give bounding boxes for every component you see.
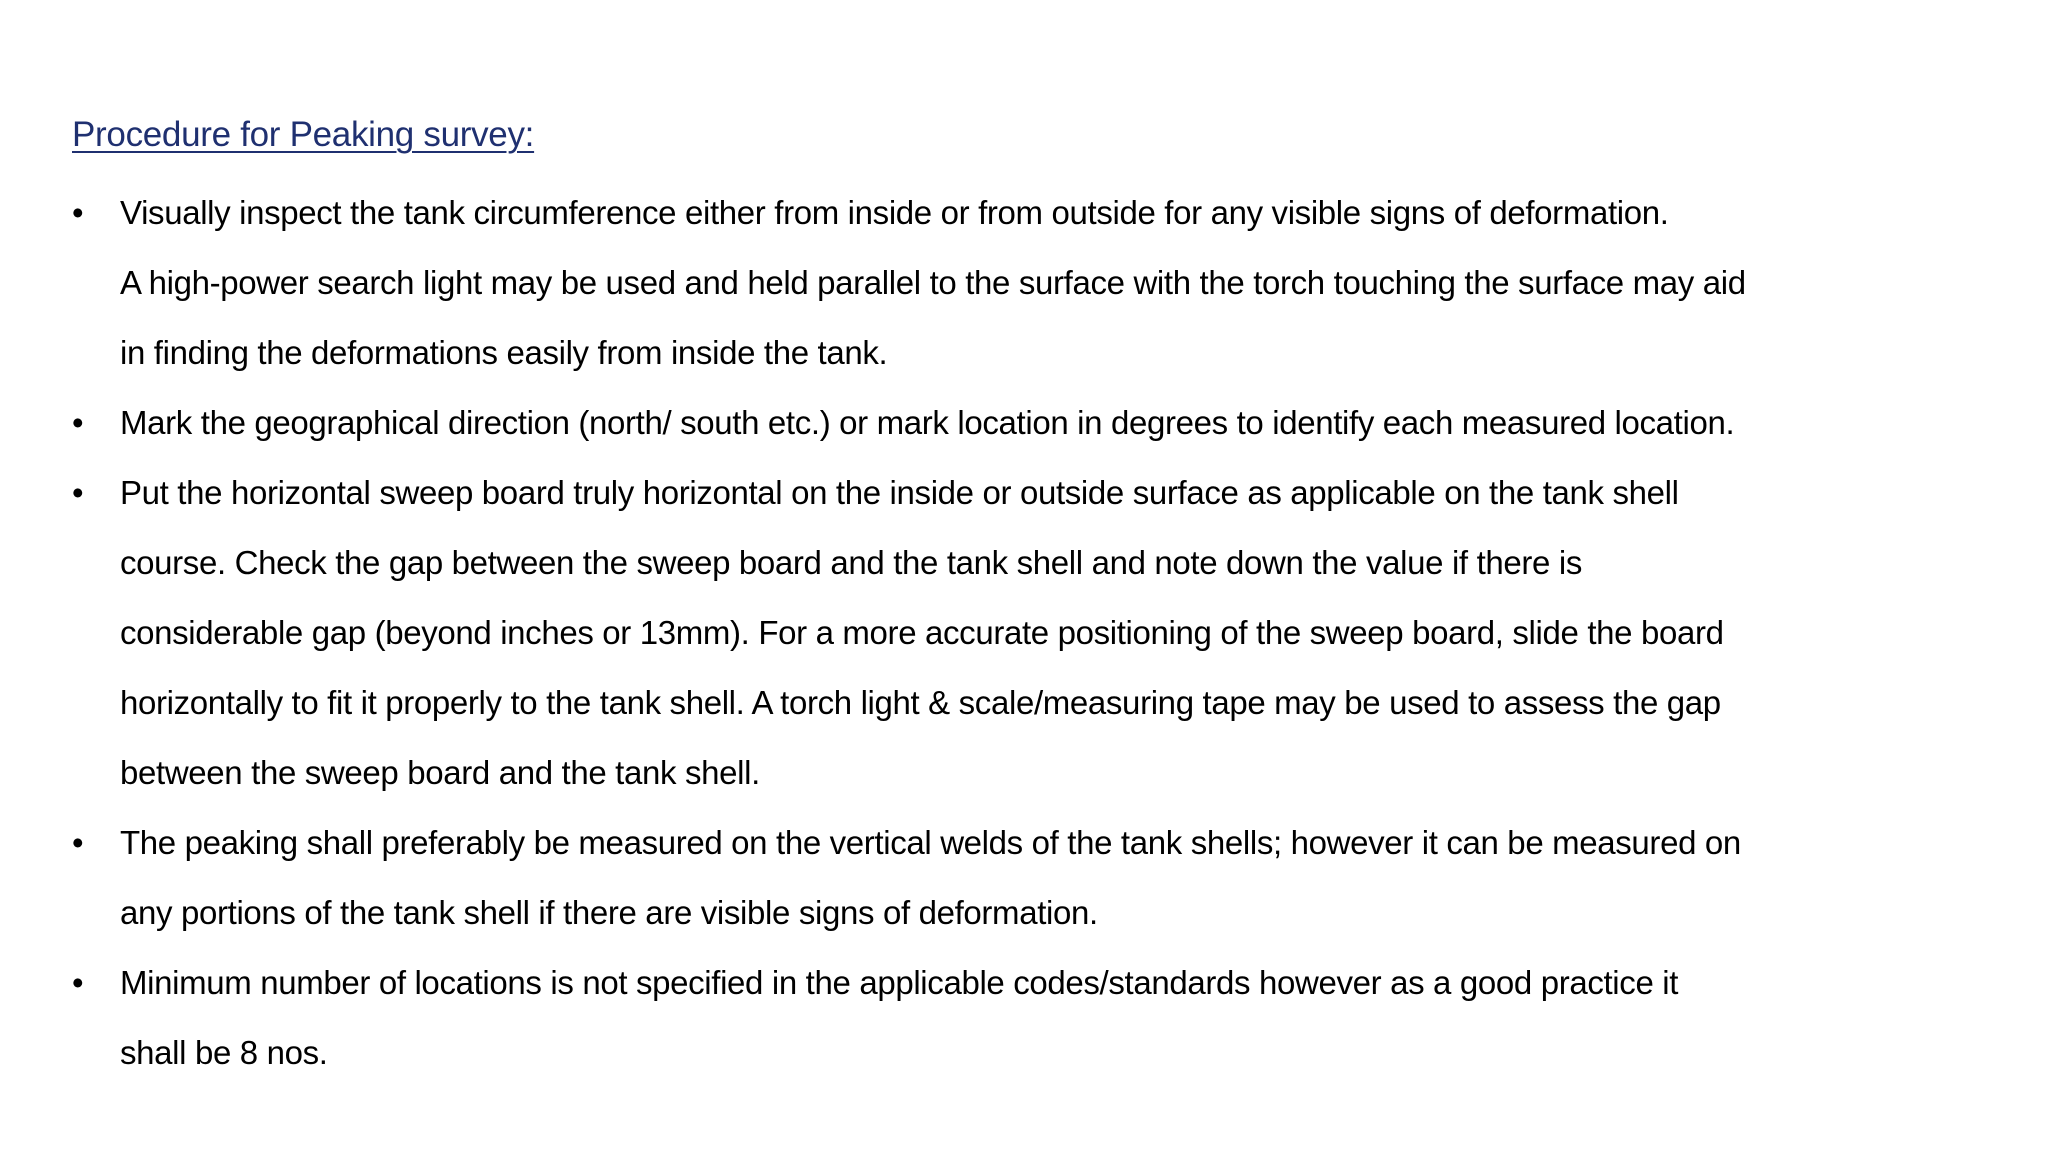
bullet-text-line: course. Check the gap between the sweep board and the tank shell and note down the value if there is [120, 544, 1582, 581]
page-title: Procedure for Peaking survey: [72, 115, 535, 154]
list-item [72, 178, 1992, 388]
list-item [72, 948, 1992, 1088]
bullet-text-line: Visually inspect the tank circumference either from inside or from outside for any visible signs of deformation. [120, 194, 1669, 231]
bullet-text-line: Minimum number of locations is not specified in the applicable codes/standards however as a good practice it [120, 964, 1679, 1001]
bullet-text-line: in finding the deformations easily from inside the tank. [120, 334, 888, 371]
bullet-icon: • [72, 964, 84, 1001]
bullet-text-line: Mark the geographical direction (north/ south etc.) or mark location in degrees to identify each measured location. [120, 404, 1735, 441]
bullet-text-line: The peaking shall preferably be measured on the vertical welds of the tank shells; however it can be measured on [120, 824, 1741, 861]
bullet-text-line: any portions of the tank shell if there are visible signs of deformation. [120, 894, 1098, 931]
bullet-text-line: horizontally to fit it properly to the tank shell. A torch light & scale/measuring tape may be used to assess the gap [120, 684, 1721, 721]
document-slide [72, 108, 1992, 1088]
bullet-icon: • [72, 824, 84, 861]
bullet-text-line: A high-power search light may be used and held parallel to the surface with the torch touching the surface may aid [120, 264, 1746, 301]
list-item [72, 808, 1992, 948]
bullet-text-line: shall be 8 nos. [120, 1034, 328, 1071]
bullet-icon: • [72, 474, 84, 511]
bullet-icon: • [72, 404, 84, 441]
bullet-icon: • [72, 194, 84, 231]
bullet-text-line: Put the horizontal sweep board truly horizontal on the inside or outside surface as applicable on the tank shell [120, 474, 1679, 511]
bullet-text-line: between the sweep board and the tank shell. [120, 754, 760, 791]
bullet-list [72, 178, 1992, 1088]
list-item [72, 458, 1992, 808]
bullet-text-line: considerable gap (beyond inches or 13mm). For a more accurate positioning of the sweep board, slide the board [120, 614, 1724, 651]
list-item [72, 388, 1992, 458]
